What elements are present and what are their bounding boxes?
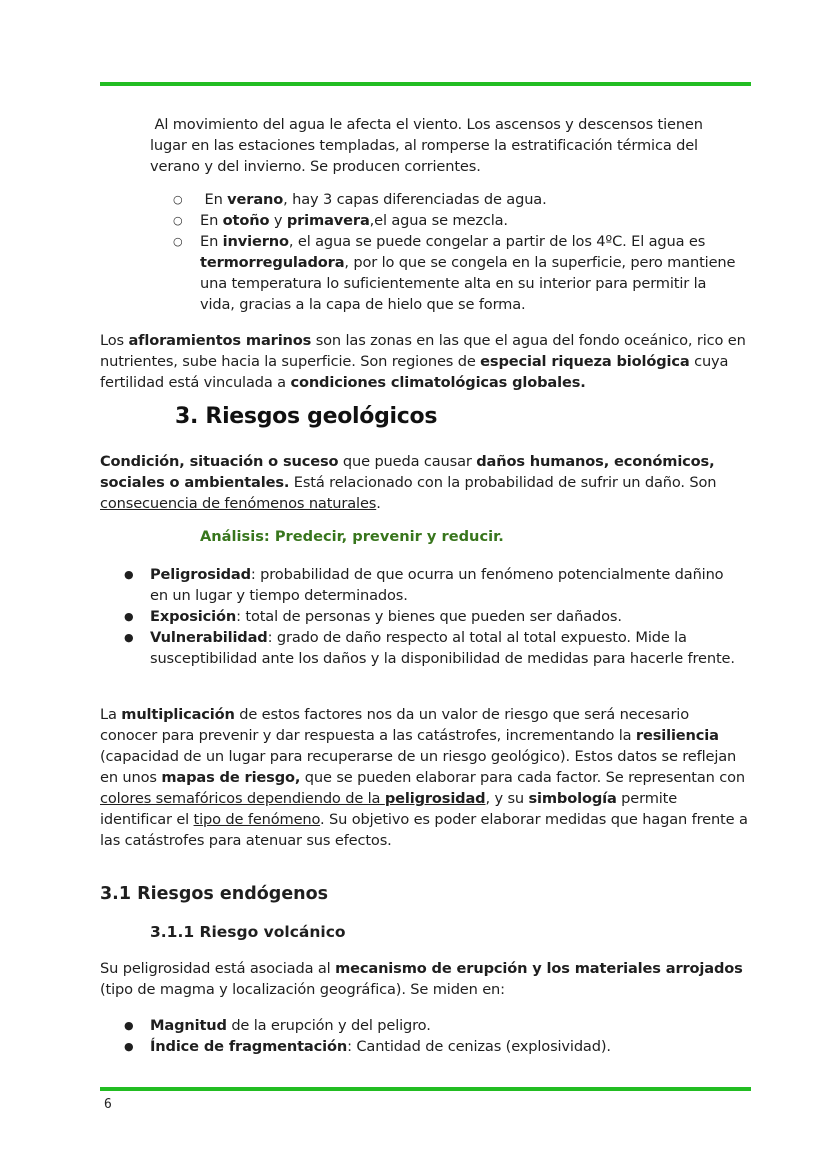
page-number: 6 xyxy=(104,1097,112,1112)
section-title-riesgos-geologicos: 3. Riesgos geológicos xyxy=(175,404,438,429)
list-item-invierno: ○ En invierno, el agua se puede congelar a partir de los 4ºC. El agua es termorreguladora, por lo que se congela en la superficie, pero mantiene una temperatura lo suficientemente alta en su interior para permitir la vida, gracias a la capa de hielo que se forma. xyxy=(150,231,740,315)
list-item-fragmentacion: ● Índice de fragmentación: Cantidad de cenizas (explosividad). xyxy=(100,1036,740,1057)
list-item-otono: ○ En otoño y primavera,el agua se mezcla. xyxy=(150,210,740,231)
footer-divider xyxy=(100,1087,751,1091)
list-item-peligrosidad: ● Peligrosidad: probabilidad de que ocurra un fenómeno potencialmente dañino en un lugar y tiempo determinados. xyxy=(100,564,740,606)
list-item-vulnerabilidad: ● Vulnerabilidad: grado de daño respecto al total al total expuesto. Mide la susceptibilidad ante los daños y la disponibilidad de medidas para hacerle frente. xyxy=(100,627,740,669)
seasons-list xyxy=(150,189,740,315)
section-title-riesgos-endogenos: 3.1 Riesgos endógenos xyxy=(100,884,329,904)
list-item-exposicion: ● Exposición: total de personas y bienes que pueden ser dañados. xyxy=(100,606,740,627)
list-item-verano: ○ En verano, hay 3 capas diferenciadas de agua. xyxy=(150,189,740,210)
paragraph-water-movement: Al movimiento del agua le afecta el viento. Los ascensos y descensos tienen lugar en las estaciones templadas, al romperse la estratificación térmica del verano y del invierno. Se producen corrientes. xyxy=(150,116,703,175)
paragraph-definition: Condición, situación o suceso que pueda causar daños humanos, económicos, sociales o ambientales. Está relacionado con la probabilidad de sufrir un daño. Son consecuencia de fenómenos naturales. xyxy=(100,453,717,512)
paragraph-volcanic-hazard: Su peligrosidad está asociada al mecanismo de erupción y los materiales arrojados (tipo de magma y localización geográfica). Se miden en: xyxy=(100,960,743,998)
volcanic-measures-list xyxy=(100,1015,740,1057)
header-divider xyxy=(100,82,751,86)
analysis-subheading: Análisis: Predecir, prevenir y reducir. xyxy=(200,528,504,545)
paragraph-multiplicacion: La multiplicación de estos factores nos da un valor de riesgo que será necesario conocer para prevenir y dar respuesta a las catástrofes, incrementando la resiliencia (capacidad de un lugar para recuperarse de un riesgo geológico). Estos datos se reflejan en unos mapas de riesgo, que se pueden elaborar para cada factor. Se representan con colores semafóricos dependiendo de la peligrosidad, y su simbología permite identificar el tipo de fenómeno. Su objetivo es poder elaborar medidas que hagan frente a las catástrofes para atenuar sus efectos. xyxy=(100,706,748,849)
paragraph-afloramientos: Los afloramientos marinos son las zonas en las que el agua del fondo oceánico, rico en nutrientes, sube hacia la superficie. Son regiones de especial riqueza biológica cuya fertilidad está vinculada a condiciones climatológicas globales. xyxy=(100,332,746,391)
list-item-magnitud: ● Magnitud de la erupción y del peligro. xyxy=(100,1015,740,1036)
section-title-riesgo-volcanico: 3.1.1 Riesgo volcánico xyxy=(150,923,346,941)
risk-factors-list xyxy=(100,564,740,669)
